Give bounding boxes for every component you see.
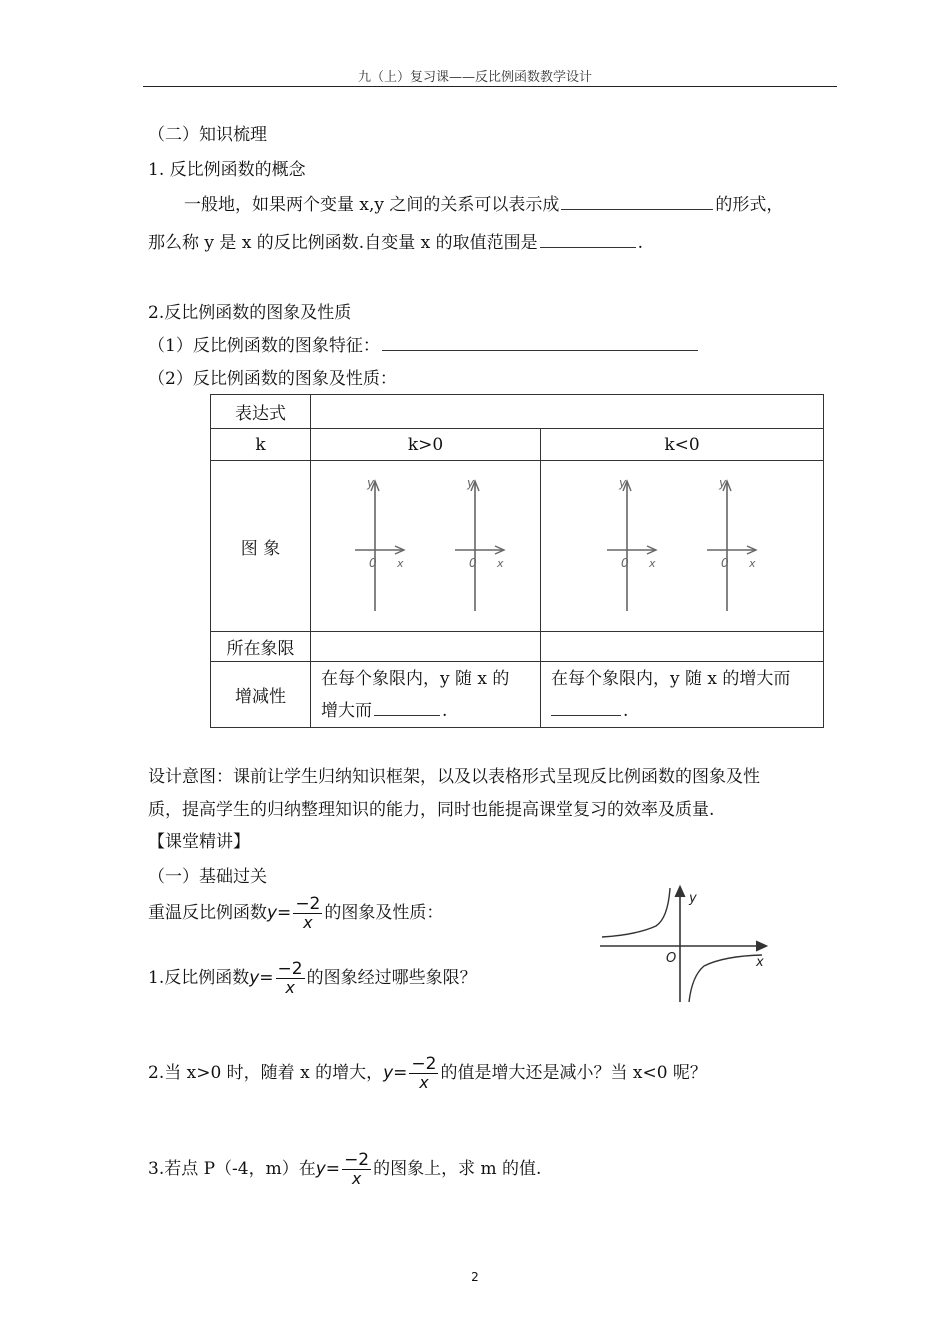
axes-sketch-k-positive <box>311 461 539 626</box>
question-1 <box>148 961 477 996</box>
period: . <box>623 700 629 721</box>
cell-quadrant-k-negative[interactable] <box>541 632 824 662</box>
hyperbola-branch-lower-right <box>689 955 762 1002</box>
monotonicity-pos-text: 增大而 <box>321 700 373 721</box>
q1-text-b: 的图象经过哪些象限？ <box>306 968 477 988</box>
axis-label-o: 0 <box>369 556 377 570</box>
axis-label-y: y <box>467 476 475 490</box>
formula-lhs: y= <box>383 1063 408 1083</box>
question-3 <box>148 1152 541 1187</box>
item1-line1-text-b: 的形式， <box>715 195 784 215</box>
cell-monotonicity-k-positive <box>311 662 541 728</box>
row-label-quadrant: 所在象限 <box>211 632 311 662</box>
blank-form[interactable] <box>561 208 713 210</box>
design-intent-line2: 质，提高学生的归纳整理知识的能力，同时也能提高课堂复习的效率及质量. <box>148 800 715 820</box>
monotonicity-pos-line1: 在每个象限内，y 随 x 的 <box>321 668 510 689</box>
fraction <box>276 961 305 996</box>
graph-label-y: y <box>689 891 697 906</box>
cell-graph-k-positive[interactable] <box>311 461 541 632</box>
table-row <box>211 632 824 662</box>
hyperbola-branch-upper-left <box>602 888 670 937</box>
cell-quadrant-k-positive[interactable] <box>311 632 541 662</box>
item2-sub2: （2）反比例函数的图象及性质： <box>148 369 397 389</box>
intro-text-a: 重温反比例函数 <box>148 903 267 923</box>
page-number: 2 <box>471 1270 479 1284</box>
fraction-denominator: x <box>351 1169 362 1188</box>
q2-text-b: 的值是增大还是减小？当 x<0 呢？ <box>440 1063 707 1083</box>
header-title: 九（上）复习课——反比例函数教学设计 <box>357 70 592 85</box>
intro-text-b: 的图象及性质： <box>324 903 444 923</box>
item2-sub1 <box>148 331 700 356</box>
axis-label-x: x <box>397 557 404 570</box>
item1-line1 <box>184 190 783 215</box>
blank-domain[interactable] <box>540 246 636 248</box>
col-header-k-positive: k>0 <box>311 429 541 461</box>
fraction <box>409 1056 438 1091</box>
design-intent-line1: 设计意图：课前让学生归纳知识框架，以及以表格形式呈现反比例函数的图象及性 <box>148 767 760 787</box>
item1-line2-text-a: 那么称 y 是 x 的反比例函数.自变量 x 的取值范围是 <box>148 233 538 253</box>
intro-line <box>148 896 443 931</box>
cell-graph-k-negative[interactable] <box>541 461 824 632</box>
row-label-expression: 表达式 <box>211 395 311 429</box>
table-row <box>211 461 824 632</box>
table-row <box>211 395 824 429</box>
table-row <box>211 662 824 728</box>
axis-label-y: y <box>367 476 375 490</box>
axes-icon <box>355 476 404 611</box>
cell-monotonicity-k-negative <box>541 662 824 728</box>
axes-icon <box>607 476 656 611</box>
q3-text-b: 的图象上，求 m 的值. <box>373 1159 542 1179</box>
header-rule <box>143 86 837 87</box>
y-axis-arrow-icon <box>675 886 685 897</box>
axes-icon <box>707 476 756 611</box>
graph-label-x: x <box>756 955 764 970</box>
fraction-numerator: −2 <box>344 1150 370 1170</box>
formula-lhs: y= <box>315 1159 341 1179</box>
fraction-numerator: −2 <box>295 894 321 914</box>
axis-label-y: y <box>719 476 727 490</box>
hyperbola-graph <box>596 882 780 1006</box>
lecture-subheading: （一）基础过关 <box>148 867 267 887</box>
axis-label-o: 0 <box>469 556 477 570</box>
fraction-numerator: −2 <box>277 959 303 979</box>
axis-label-y: y <box>619 476 627 490</box>
fraction-denominator: x <box>303 913 313 932</box>
blank-graph-feature[interactable] <box>382 349 698 351</box>
axis-label-x: x <box>497 557 504 570</box>
axes-icon <box>455 476 504 611</box>
formula-lhs: y= <box>249 968 274 988</box>
monotonicity-neg-line2 <box>551 695 823 727</box>
fraction-denominator: x <box>419 1073 429 1092</box>
question-2 <box>148 1056 707 1091</box>
monotonicity-neg-line1: 在每个象限内，y 随 x 的增大而 <box>551 668 791 689</box>
monotonicity-pos-line2 <box>321 695 540 727</box>
item2-sub1-text: （1）反比例函数的图象特征： <box>148 336 380 356</box>
lecture-heading: 【课堂精讲】 <box>148 832 250 852</box>
fraction <box>293 896 322 931</box>
axes-sketch-k-negative <box>541 461 822 626</box>
row-label-graph: 图 象 <box>211 461 311 632</box>
fraction <box>342 1152 371 1187</box>
formula-lhs: y= <box>267 903 292 923</box>
row-label-monotonicity: 增减性 <box>211 662 311 728</box>
blank-mono-neg[interactable] <box>551 714 621 716</box>
properties-table <box>210 394 824 728</box>
item1-line1-text-a: 一般地，如果两个变量 x,y 之间的关系可以表示成 <box>184 195 560 215</box>
fraction-numerator: −2 <box>411 1054 437 1074</box>
fraction-denominator: x <box>285 978 295 997</box>
row-label-k: k <box>211 429 311 461</box>
item1-line2-text-b: . <box>637 233 644 253</box>
axis-label-o: 0 <box>721 556 729 570</box>
period: . <box>442 700 448 721</box>
item1-title: 1. 反比例函数的概念 <box>148 160 306 180</box>
item1-line2 <box>148 228 643 253</box>
blank-mono-pos[interactable] <box>374 714 440 716</box>
q3-text-a: 3.若点 P（-4，m）在 <box>148 1159 316 1179</box>
cell-expression[interactable] <box>311 395 824 429</box>
table-row <box>211 429 824 461</box>
section-heading: （二）知识梳理 <box>148 125 267 145</box>
axis-label-x: x <box>749 557 756 570</box>
q2-text-a: 2.当 x>0 时，随着 x 的增大， <box>148 1063 384 1083</box>
q1-text-a: 1.反比例函数 <box>148 968 250 988</box>
col-header-k-negative: k<0 <box>541 429 824 461</box>
axis-label-x: x <box>649 557 656 570</box>
graph-label-o: O <box>666 951 677 966</box>
axis-label-o: 0 <box>621 556 629 570</box>
item2-title: 2.反比例函数的图象及性质 <box>148 303 352 323</box>
x-axis-arrow-icon <box>756 941 767 951</box>
